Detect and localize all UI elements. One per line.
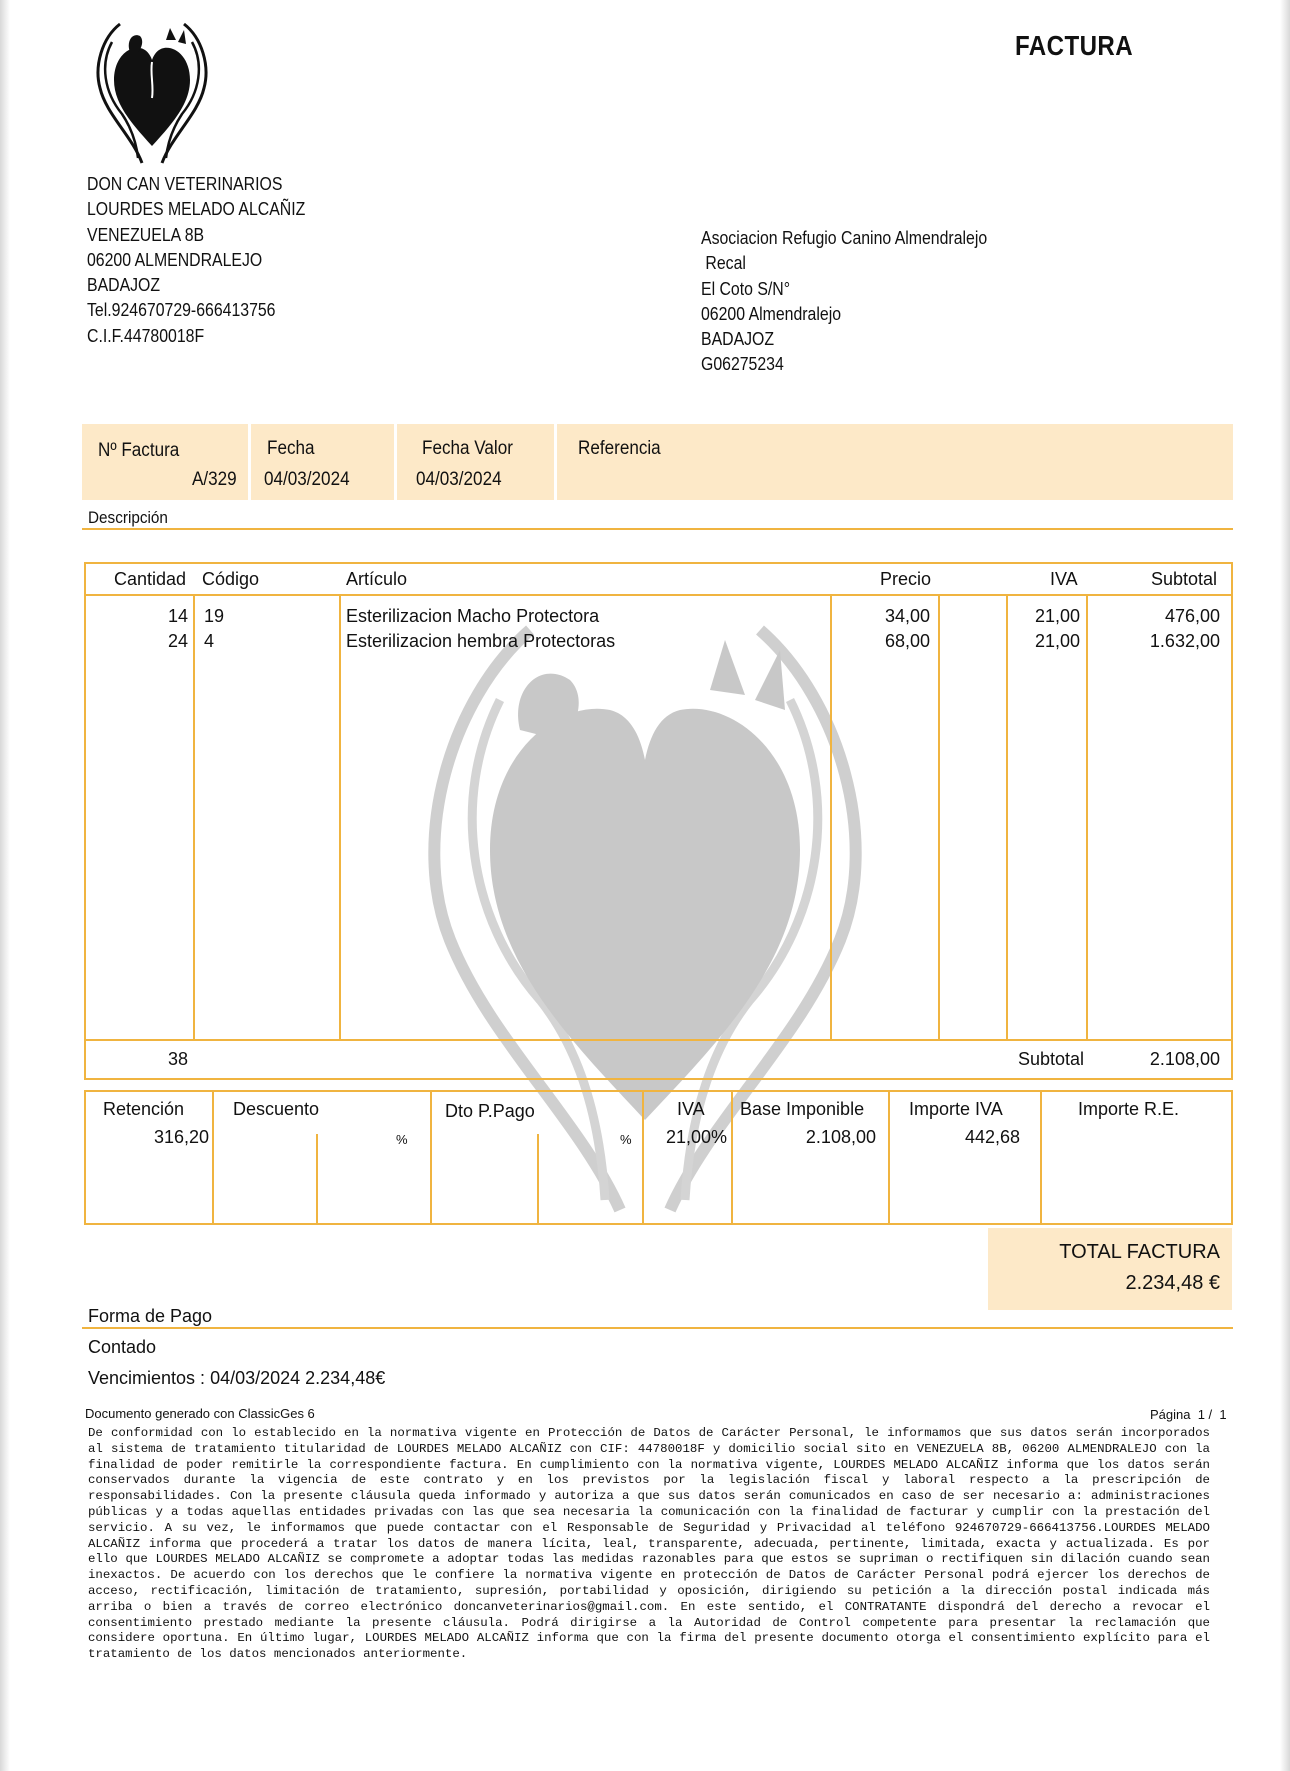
- description-underline: [82, 528, 1233, 530]
- totals-divider: [888, 1090, 890, 1225]
- subtotal-value: 2.108,00: [1149, 1049, 1220, 1069]
- row-subtotal: 476,00: [1164, 606, 1220, 626]
- due-dates: Vencimientos : 04/03/2024 2.234,48€: [88, 1368, 386, 1388]
- client-line: Asociacion Refugio Canino Almendralejo: [701, 228, 988, 248]
- early-payment-percent: %: [620, 1132, 632, 1147]
- row-iva: 21,00: [1034, 606, 1080, 626]
- totals-divider: [642, 1090, 644, 1225]
- client-line: Recal: [701, 253, 746, 274]
- band-separator: [248, 424, 251, 500]
- row-iva: 21,00: [1034, 631, 1080, 651]
- col-header-precio: Precio: [880, 569, 932, 589]
- totals-divider: [731, 1090, 733, 1225]
- date-label: Fecha: [267, 438, 315, 459]
- row-cantidad: 24: [167, 631, 188, 651]
- row-precio: 34,00: [884, 606, 930, 626]
- payment-method-label: Forma de Pago: [88, 1306, 213, 1326]
- surcharge-label: Importe R.E.: [1078, 1099, 1180, 1119]
- page-number: Página 1 / 1: [1150, 1407, 1227, 1422]
- value-date: 04/03/2024: [416, 469, 502, 490]
- col-divider: [339, 594, 341, 1040]
- payment-method: Contado: [88, 1337, 157, 1357]
- client-address: [701, 226, 1026, 378]
- discount-label: Descuento: [233, 1099, 320, 1119]
- vat-rate: 21,00%: [665, 1127, 727, 1147]
- issuer-line: LOURDES MELADO ALCAÑIZ: [87, 199, 306, 220]
- generated-by: Documento generado con ClassicGes 6: [85, 1406, 315, 1421]
- page-shadow-left: [0, 0, 10, 1771]
- issuer-line: VENEZUELA 8B: [87, 224, 205, 245]
- reference-label: Referencia: [578, 438, 661, 459]
- row-codigo: 4: [204, 631, 215, 651]
- row-subtotal: 1.632,00: [1149, 631, 1220, 651]
- band-separator: [394, 424, 397, 500]
- issuer-address: [87, 172, 335, 349]
- items-header-divider: [84, 594, 1233, 596]
- col-header-iva: IVA: [1050, 569, 1078, 589]
- col-divider: [1086, 594, 1088, 1040]
- row-articulo: Esterilizacion Macho Protectora: [346, 606, 600, 626]
- totals-divider: [212, 1090, 214, 1225]
- subtotal-label: Subtotal: [1018, 1049, 1085, 1069]
- client-line: BADAJOZ: [701, 329, 775, 350]
- items-footer-divider: [84, 1039, 1233, 1041]
- issuer-line: Tel.924670729-666413756: [87, 300, 276, 321]
- description-label: Descripción: [88, 508, 168, 527]
- issuer-line: C.I.F.44780018F: [87, 325, 205, 346]
- vat-label: IVA: [677, 1099, 705, 1119]
- col-divider: [193, 594, 195, 1040]
- row-articulo: Esterilizacion hembra Protectoras: [346, 631, 616, 651]
- taxable-base-label: Base Imponible: [740, 1099, 865, 1119]
- date-value: 04/03/2024: [264, 469, 350, 490]
- early-payment-discount-label: Dto P.Pago: [445, 1101, 535, 1121]
- col-divider: [938, 594, 940, 1040]
- retention-value: 316,20: [153, 1127, 209, 1147]
- col-header-codigo: Código: [202, 569, 260, 589]
- client-line: El Coto S/N°: [701, 278, 791, 299]
- row-cantidad: 14: [167, 606, 188, 626]
- discount-percent: %: [396, 1132, 408, 1147]
- client-line: 06200 Almendralejo: [701, 303, 842, 324]
- col-header-articulo: Artículo: [346, 569, 408, 589]
- document-title: FACTURA: [1015, 30, 1134, 61]
- band-separator: [554, 424, 557, 500]
- col-divider: [1006, 594, 1008, 1040]
- invoice-header-band: [82, 424, 1233, 500]
- issuer-line: DON CAN VETERINARIOS: [87, 174, 283, 194]
- privacy-clause: De conformidad con lo establecido en la normativa vigente en Protección de Datos de Carácter Personal, le informamos que sus datos serán incorporados al sistema de tratamiento titularidad de LOURDES MELADO ALCAÑIZ con CIF: 44780018F y domicilio social sito en VENEZUELA 8B, 06200 ALMENDRALEJO con la finalidad de poder remitirle la correspondiente factura. En cumplimiento con la normativa vigente, LOURDES MELADO ALCAÑIZ informa que los datos serán conservados durante la vigencia de este contrato y en los previstos por la legislación fiscal y laboral respecto a la prescripción de responsabilidades. Con la presente cláusula queda informado y autoriza a que sus datos serán comunicados en caso de ser necesario a: administraciones públicas y a todas aquellas entidades privadas con las que sea necesaria la comunicación con la finalidad de facturar y cumplir con la prestación del servicio. A su vez, le informamos que puede contactar con el Responsable de Seguridad y Privacidad al teléfono 924670729-666413756.LOURDES MELADO ALCAÑIZ informa que procederá a tratar los datos de manera lícita, leal, transparente, adecuada, pertinente, limitada, exacta y actualizada. Es por ello que LOURDES MELADO ALCAÑIZ se compromete a adoptar todas las medidas razonables para que estos se supriman o rectifiquen sin dilación cuando sean inexactos. De acuerdo con los derechos que le confiere la normativa vigente en protección de Datos de Carácter Personal podrá ejercer los derechos de acceso, rectificación, limitación de tratamiento, supresión, portabilidad y oposición, dirigiendo su petición a la dirección postal indicada más arriba o bien a través de correo electrónico doncanveterinarios@gmail.com. En este sentido, el CONTRATANTE dispondrá del derecho a revocar el consentimiento prestado mediante la presente cláusula. Podrá dirigirse a la Autoridad de Control competente para presentar la reclamación que considere oportuna. En último lugar, LOURDES MELADO ALCAÑIZ informa que con la firma del presente documento otorga el consentimiento explícito para el tratamiento de los datos mencionados anteriormente.: [88, 1426, 1210, 1662]
- vat-amount-label: Importe IVA: [909, 1099, 1003, 1119]
- value-date-label: Fecha Valor: [422, 438, 513, 459]
- col-header-cantidad: Cantidad: [114, 569, 187, 589]
- row-codigo: 19: [204, 606, 225, 626]
- page-shadow-right: [1280, 0, 1290, 1771]
- totals-divider: [316, 1134, 318, 1225]
- client-line: G06275234: [701, 354, 784, 375]
- total-invoice-label: TOTAL FACTURA: [1059, 1241, 1220, 1263]
- total-quantity: 38: [167, 1049, 188, 1069]
- issuer-line: 06200 ALMENDRALEJO: [87, 249, 263, 270]
- dog-cat-heart-hands-logo: [92, 18, 212, 168]
- payment-underline: [82, 1327, 1233, 1329]
- retention-label: Retención: [103, 1099, 185, 1119]
- totals-divider: [1040, 1090, 1042, 1225]
- invoice-number-label: Nº Factura: [98, 440, 180, 461]
- col-divider: [830, 594, 832, 1040]
- taxable-base-value: 2.108,00: [805, 1127, 876, 1147]
- invoice-number: A/329: [192, 469, 237, 490]
- col-header-subtotal: Subtotal: [1151, 569, 1218, 589]
- row-precio: 68,00: [884, 631, 930, 651]
- vat-amount-value: 442,68: [964, 1127, 1020, 1147]
- total-invoice-value: 2.234,48 €: [1125, 1272, 1220, 1294]
- issuer-line: BADAJOZ: [87, 275, 161, 296]
- totals-divider: [430, 1090, 432, 1225]
- totals-divider: [537, 1134, 539, 1225]
